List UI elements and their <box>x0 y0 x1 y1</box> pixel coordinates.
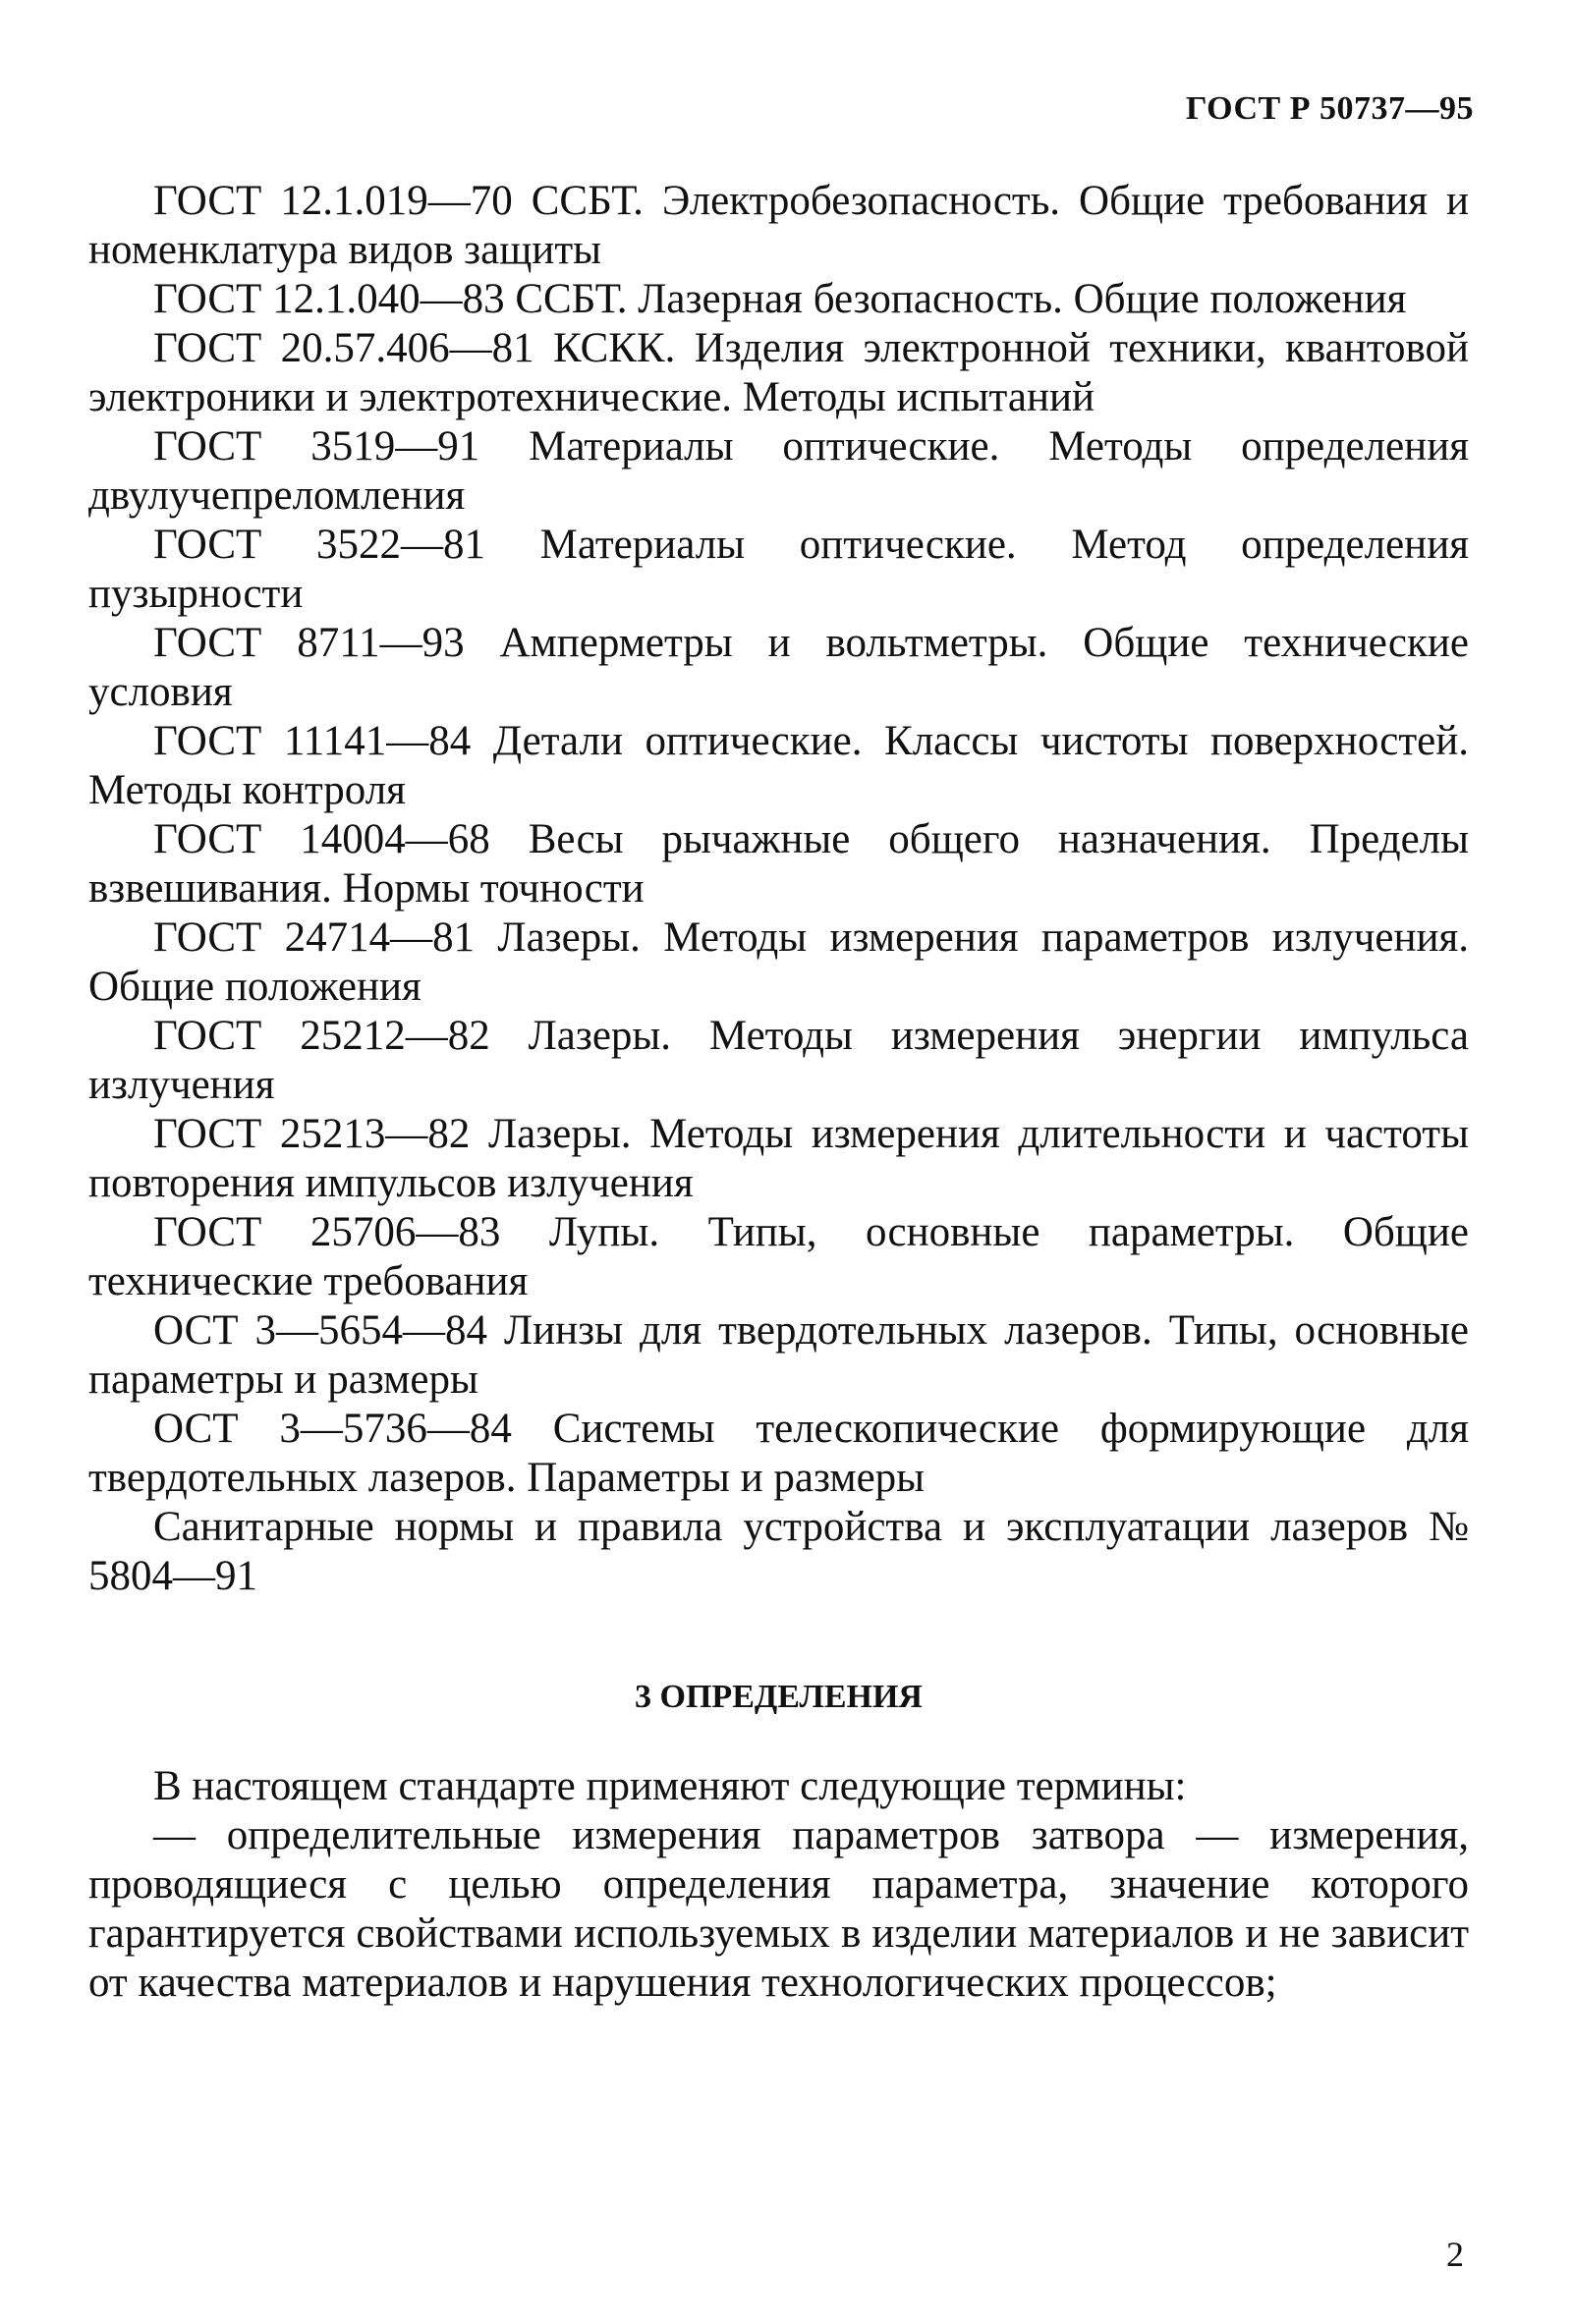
page-content <box>88 177 1469 2008</box>
definition-term: — определительные измерения параметров затвора — измерения, проводящиеся с целью определения параметра, значение которого гарантируется свойствами используемых в изделии материалов и не зависит от качества материалов и нарушения технологических процессов; <box>88 1812 1469 2006</box>
reference-item: ГОСТ 25213—82 Лазеры. Методы измерения длительности и частоты повторения импульсов излучения <box>88 1111 1469 1206</box>
reference-item: ГОСТ 24714—81 Лазеры. Методы измерения параметров излучения. Общие положения <box>88 914 1469 1010</box>
reference-item: ГОСТ 8711—93 Амперметры и вольтметры. Общие технические условия <box>88 620 1469 715</box>
reference-item: ГОСТ 20.57.406—81 КСКК. Изделия электронной техники, квантовой электроники и электротехнические. Методы испытаний <box>88 325 1469 420</box>
reference-item: ГОСТ 11141—84 Детали оптические. Классы чистоты поверхностей. Методы контроля <box>88 718 1469 813</box>
reference-item: ОСТ 3—5736—84 Системы телескопические формирующие для твердотельных лазеров. Параметры и размеры <box>88 1406 1469 1501</box>
definitions-intro: В настоящем стандарте применяют следующие термины: <box>153 1763 1187 1809</box>
reference-item: ГОСТ 3519—91 Материалы оптические. Методы определения двулучепреломления <box>88 423 1469 519</box>
reference-item: ГОСТ 25212—82 Лазеры. Методы измерения энергии импульса излучения <box>88 1013 1469 1108</box>
reference-item: ГОСТ 12.1.040—83 ССБТ. Лазерная безопасность. Общие положения <box>153 276 1407 322</box>
reference-item: ГОСТ 12.1.019—70 ССБТ. Электробезопасность. Общие требования и номенклатура видов защиты <box>88 178 1469 273</box>
section-title-definitions: 3 ОПРЕДЕЛЕНИЯ <box>635 1679 923 1715</box>
reference-item: ГОСТ 14004—68 Весы рычажные общего назначения. Пределы взвешивания. Нормы точности <box>88 816 1469 912</box>
reference-item: ОСТ 3—5654—84 Линзы для твердотельных лазеров. Типы, основные параметры и размеры <box>88 1307 1469 1403</box>
reference-item: ГОСТ 3522—81 Материалы оптические. Метод определения пузырности <box>88 522 1469 617</box>
sanitary-norms-reference: Санитарные нормы и правила устройства и эксплуатации лазеров № 5804—91 <box>88 1504 1469 1599</box>
references-list <box>88 177 1469 1601</box>
page-number: 2 <box>1446 2235 1464 2274</box>
running-header: ГОСТ Р 50737—95 <box>1185 90 1474 127</box>
reference-item: ГОСТ 25706—83 Лупы. Типы, основные параметры. Общие технические требования <box>88 1209 1469 1304</box>
